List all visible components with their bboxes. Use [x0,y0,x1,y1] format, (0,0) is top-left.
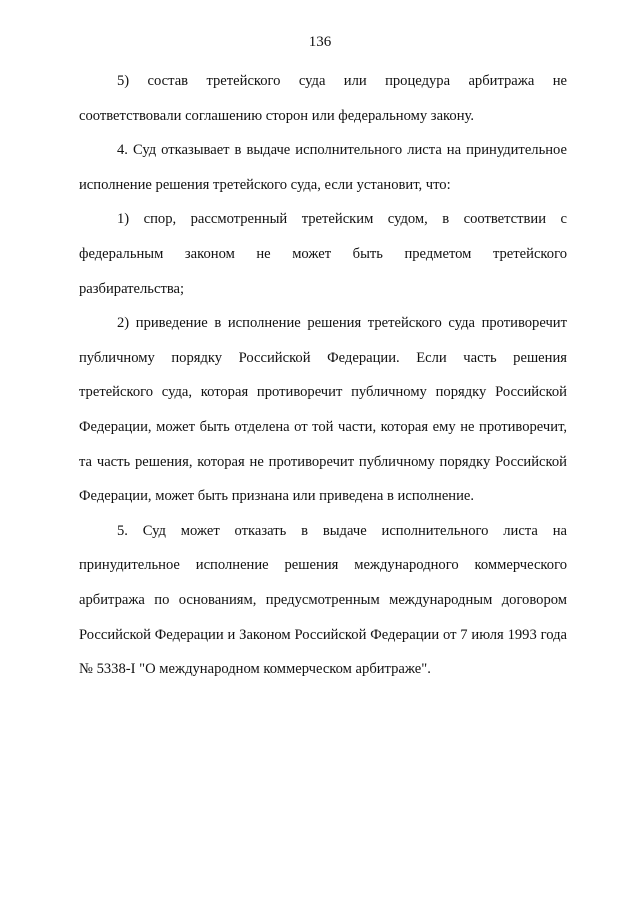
paragraph-clause-4-refusal: 4. Суд отказывает в выдаче исполнительного листа на принудительное исполнение решения третейского суда, если установит, что: [79,142,567,193]
page-number: 136 [308,34,332,50]
paragraph-clause-5-international: 5. Суд может отказать в выдаче исполнительного листа на принудительное исполнение решения международного коммерческого арбитража по основаниям, предусмотренным международным договором Российской Федерации и Законом Российской Федерации от 7 июля 1993 года № 5338-I "О международном коммерческом арбитраже". [79,522,567,678]
document-body [79,64,567,687]
paragraph-item-1-dispute: 1) спор, рассмотренный третейским судом, в соответствии с федеральным законом не может быть предметом третейского разбирательства; [79,211,567,297]
paragraph-item-2-public-order: 2) приведение в исполнение решения третейского суда противоречит публичному порядку Российской Федерации. Если часть решения третейского суда, которая противоречит публичному порядку Российской Федерации, может быть отделена от той части, которая ему не противоречит, та часть решения, которая не противоречит публичному порядку Российской Федерации, может быть признана или приведена в исполнение. [79,315,567,505]
paragraph-item-5-composition: 5) состав третейского суда или процедура арбитража не соответствовали соглашению сторон или федеральному закону. [79,73,567,124]
